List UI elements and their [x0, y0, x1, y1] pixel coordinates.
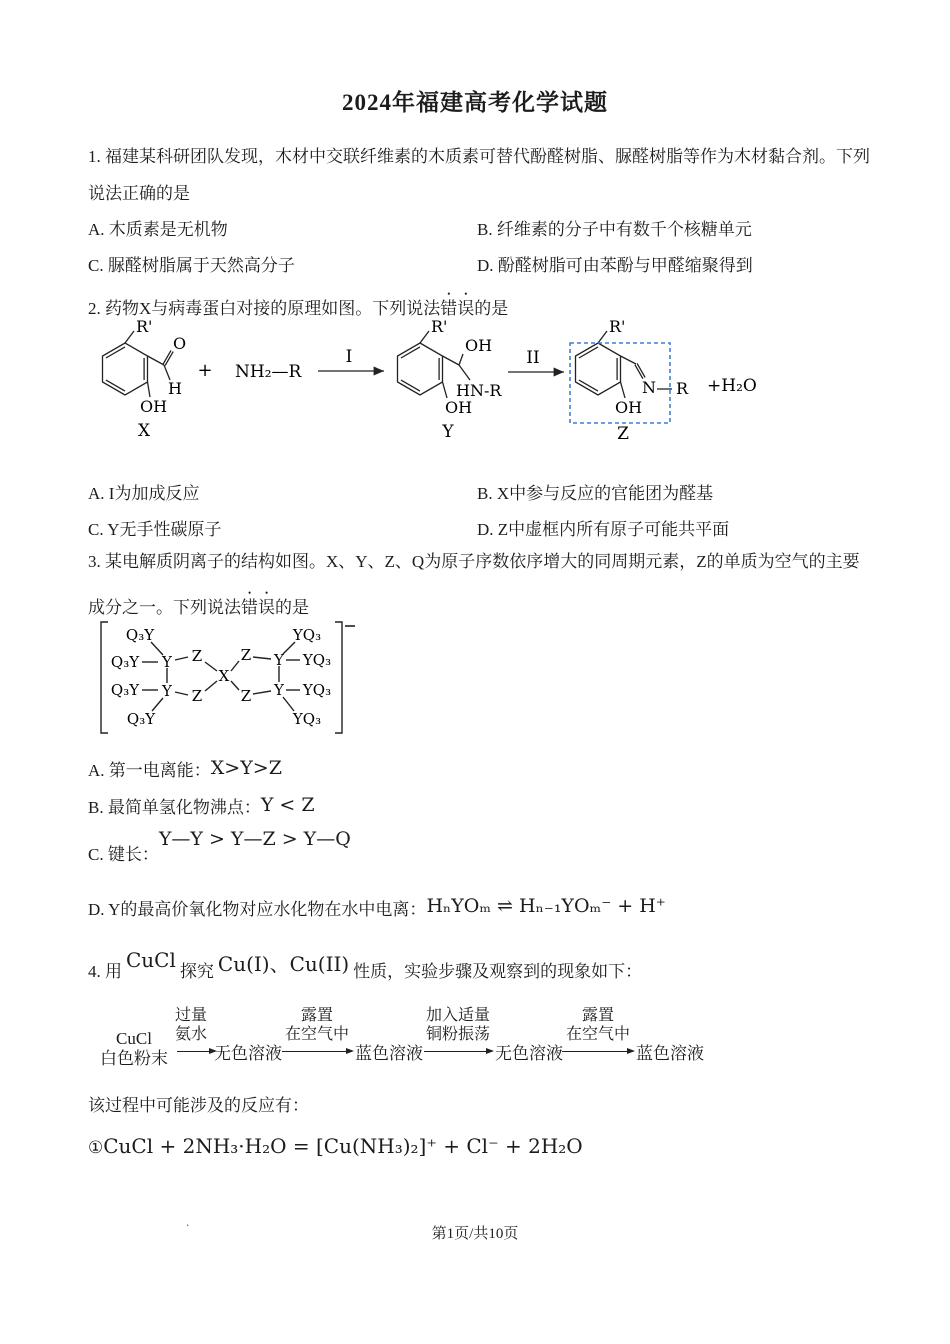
equation-number-circle: ① [88, 1138, 104, 1158]
x-hydrogen-label: H [168, 379, 182, 398]
q3-stem-before: 成分之一。下列说法 [88, 598, 241, 617]
anion-atom-z: Z [191, 647, 203, 665]
question-3-option-a [88, 757, 282, 782]
flow-arrow-2 [282, 1051, 352, 1052]
page-footer: 第1页/共10页 [431, 1226, 519, 1242]
z-rprime-label: R' [609, 318, 626, 336]
water-byproduct: +H₂O [707, 376, 757, 396]
q4-stem-2: 探究 [179, 962, 214, 981]
amine-formula: NH₂—R [235, 362, 302, 382]
anion-atom-y: Y [274, 681, 284, 699]
question-2-option-c: C. Y无手性碳原子 [88, 520, 222, 539]
flow-step2-label-line1: 露置 [300, 1007, 333, 1024]
q4-stem-3: 性质，实验步骤及观察到的现象如下： [353, 962, 643, 981]
question-3-stem-line-1: 3. 某电解质阴离子的结构如图。X、Y、Z、Q为原子序数依序增大的同周期元素，Z的单质为空气的主要 [88, 552, 860, 571]
q3a-label: A. 第一电离能： [88, 761, 211, 780]
q3-stem-after: 的是 [275, 598, 309, 617]
anion-group-label: YQ₃ [292, 626, 322, 644]
step-2-label: II [526, 348, 540, 368]
q3b-label: B. 最简单氢化物沸点： [88, 798, 261, 817]
molecule-x-label: X [137, 421, 151, 441]
flow-start-description: 白色粉末 [100, 1049, 168, 1068]
flow-arrow-4 [562, 1051, 633, 1052]
anion-group-label: YQ₃ [302, 651, 332, 669]
question-1-option-d: D. 酚醛树脂可由苯酚与甲醛缩聚得到 [477, 256, 753, 275]
q4-equation-1 [88, 1134, 583, 1158]
anion-atom-z: Z [191, 687, 203, 705]
anion-group-label: Q₃Y [110, 653, 140, 671]
anion-atom-y: Y [162, 682, 172, 700]
x-rprime-label: R' [136, 318, 153, 336]
question-1-stem-line-1: 1. 福建某科研团队发现，木材中交联纤维素的木质素可替代酚醛树脂、脲醛树脂等作为木材黏合剂。下列 [88, 147, 870, 166]
q2-stem-before: 2. 药物X与病毒蛋白对接的原理如图。下列说法 [88, 299, 441, 318]
q4-formula-cu-oxidation-states: Cu(I)、Cu(II) [217, 952, 350, 976]
z-hydroxyl-label: OH [615, 398, 643, 417]
flow-arrow-3 [424, 1051, 492, 1052]
step-1-label: I [345, 347, 353, 367]
question-3-option-b [88, 794, 315, 819]
q4-followup-text: 该过程中可能涉及的反应有： [88, 1096, 309, 1115]
question-2-option-d: D. Z中虚框内所有原子可能共平面 [477, 520, 730, 539]
y-rprime-label: R' [431, 318, 448, 336]
anion-group-label: Q₃Y [126, 710, 156, 728]
q3d-label: D. Y的最高价氧化物对应水化物在水中电离： [88, 900, 427, 919]
question-3-option-d [88, 893, 666, 921]
question-1-option-b: B. 纤维素的分子中有数千个核糖单元 [477, 220, 752, 239]
anion-group-label: YQ₃ [302, 681, 332, 699]
q3d-formula: HₙYOₘ ⇌ Hₙ₋₁YOₘ⁻ + H⁺ [426, 895, 666, 917]
anion-atom-y: Y [274, 651, 284, 669]
q3c-label: C. 键长： [88, 845, 159, 864]
x-oxygen-label: O [173, 334, 187, 353]
anion-atom-x: X [218, 667, 230, 685]
equation-text: CuCl + 2NH₃·H₂O = [Cu(NH₃)₂]⁺ + Cl⁻ + 2H₂O [103, 1134, 583, 1158]
x-hydroxyl-label: OH [140, 397, 168, 416]
flow-step1-result: 无色溶液 [214, 1044, 282, 1063]
question-1-stem-line-2: 说法正确的是 [88, 184, 190, 203]
page-title: 2024年福建高考化学试题 [342, 90, 608, 115]
flow-step4-label-line2: 在空气中 [565, 1026, 630, 1043]
anion-atom-z: Z [240, 646, 252, 664]
molecule-y-label: Y [442, 422, 454, 442]
plus-sign: + [197, 360, 213, 381]
q3-anion-structure-svg [95, 612, 365, 747]
flow-step4-result: 蓝色溶液 [636, 1044, 704, 1063]
anion-atom-z: Z [240, 687, 252, 705]
flow-step1-label-line2: 氨水 [174, 1026, 207, 1043]
question-2-option-a: A. I为加成反应 [88, 484, 200, 503]
question-1-option-c: C. 脲醛树脂属于天然高分子 [88, 256, 295, 275]
question-2-stem [88, 289, 508, 320]
molecule-z-label: Z [617, 424, 629, 444]
flow-step2-result: 蓝色溶液 [355, 1044, 423, 1063]
flow-step2-label-line2: 在空气中 [284, 1026, 349, 1043]
question-2-option-b: B. X中参与反应的官能团为醛基 [477, 484, 714, 503]
q2-stem-after: 的是 [474, 299, 509, 318]
question-1-option-a: A. 木质素是无机物 [88, 220, 228, 239]
anion-group-label: YQ₃ [292, 710, 322, 728]
y-hydroxyl-top-label: OH [465, 336, 493, 355]
y-amine-label: HN-R [456, 381, 502, 400]
anion-group-label: Q₃Y [110, 681, 140, 699]
flow-step3-result: 无色溶液 [495, 1044, 563, 1063]
question-3-option-c [88, 828, 351, 866]
y-hydroxyl-bottom-label: OH [445, 398, 473, 417]
q2-reaction-scheme-svg [88, 318, 878, 453]
q2-stem-emphasis: 错误 [440, 299, 475, 318]
flow-start-formula: CuCl [116, 1029, 152, 1048]
q3c-formula: Y—Y > Y—Z > Y—Q [158, 828, 351, 850]
flow-step3-label-line1: 加入适量 [425, 1007, 490, 1024]
z-r-label: R [676, 379, 689, 398]
q3b-formula: Y < Z [260, 794, 315, 816]
q4-formula-cucl: CuCl [126, 948, 176, 972]
z-nitrogen-label: N [642, 378, 656, 397]
q3a-formula: X>Y>Z [210, 757, 282, 779]
anion-group-label: Q₃Y [125, 626, 155, 644]
q3-stem-emphasis: 错误 [241, 598, 275, 617]
anion-atom-y: Y [162, 653, 172, 671]
flow-arrow-1 [177, 1051, 215, 1052]
flow-step1-label-line1: 过量 [174, 1007, 207, 1024]
question-4-stem [88, 948, 642, 983]
flow-step3-label-line2: 铜粉振荡 [425, 1026, 490, 1043]
stray-mark: . [186, 1214, 190, 1229]
q4-stem-1: 4. 用 [88, 962, 122, 981]
flow-step4-label-line1: 露置 [581, 1007, 614, 1024]
